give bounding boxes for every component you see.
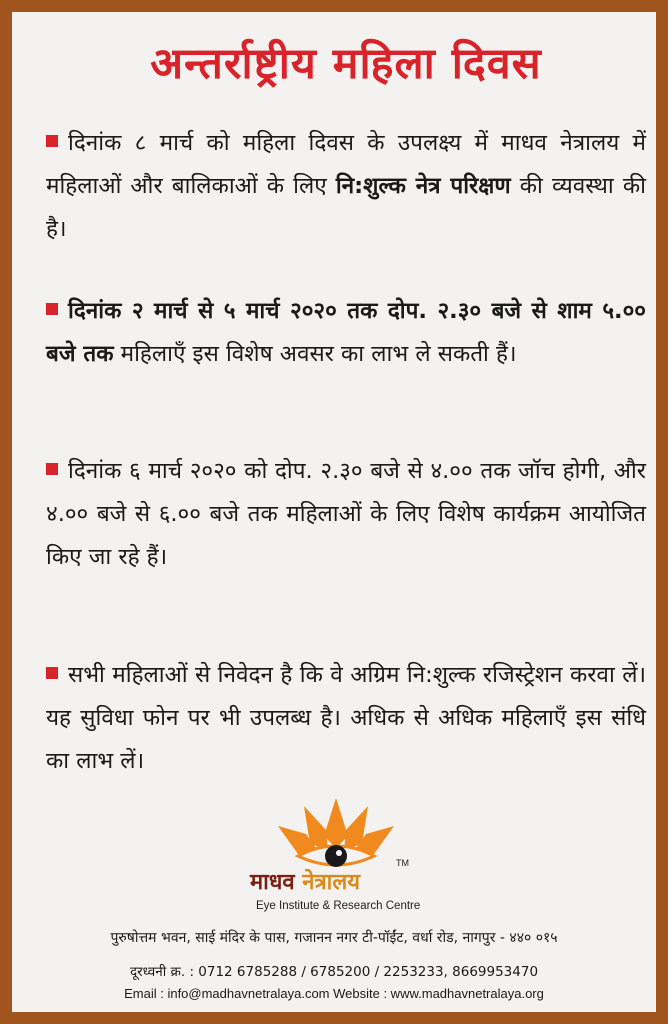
paragraph-1-text: दिनांक ८ मार्च को महिला दिवस के उपलक्ष्य में माधव नेत्रालय में महिलाओं और बालिकाओं के लिए	[46, 130, 646, 199]
bullet-icon	[46, 303, 58, 315]
paragraph-1	[46, 122, 646, 251]
paragraph-2-tail: महिलाएँ इस विशेष अवसर का लाभ ले सकती हैं।	[113, 341, 517, 367]
paragraph-1-bold: नि:शुल्क नेत्र परिक्षण	[335, 173, 511, 199]
paragraph-3-text: दिनांक ६ मार्च २०२० को दोप. २.३० बजे से ४.०० तक जॉच होगी, और ४.०० बजे से ६.०० बजे तक महिलाओं के लिए विशेष कार्यक्रम आयोजित किए जा रहे हैं।	[46, 458, 646, 570]
contact-line: Email : info@madhavnetralaya.com Website : www.madhavnetralaya.org	[124, 986, 544, 1001]
paragraph-2-bold: दिनांक २ मार्च से ५ मार्च २०२० तक दोप. २.३० बजे से शाम ५.०० बजे तक	[46, 298, 646, 367]
paragraph-4-text: सभी महिलाओं से निवेदन है कि वे अग्रिम नि:शुल्क रजिस्ट्रेशन करवा लें। यह सुविधा फोन पर भी उपलब्ध है। अधिक से अधिक महिलाएँ इस संधि का लाभ लें।	[46, 662, 646, 774]
paragraph-4	[46, 654, 646, 783]
logo-name	[250, 866, 360, 896]
paragraph-3	[46, 450, 646, 579]
bullet-icon	[46, 135, 58, 147]
logo-name-part1: माधव	[250, 870, 295, 895]
paragraph-2	[46, 290, 646, 376]
address-line: पुरुषोत्तम भवन, साई मंदिर के पास, गजानन नगर टी-पॉईंट, वर्धा रोड, नागपुर - ४४० ०१५	[110, 930, 558, 946]
logo-name-part2: नेत्रालय	[302, 870, 361, 895]
phone-line: दूरध्वनी क्र. : 0712 6785288 / 6785200 / 2253233, 8669953470	[129, 964, 539, 980]
paragraph-1-tail: की व्यवस्था की है।	[46, 173, 646, 242]
logo-tagline: Eye Institute & Research Centre	[256, 900, 421, 912]
bullet-icon	[46, 463, 58, 475]
bullet-icon	[46, 667, 58, 679]
trademark-mark: TM	[396, 858, 409, 868]
poster-title: अन्तर्राष्ट्रीय महिला दिवस	[150, 39, 542, 89]
